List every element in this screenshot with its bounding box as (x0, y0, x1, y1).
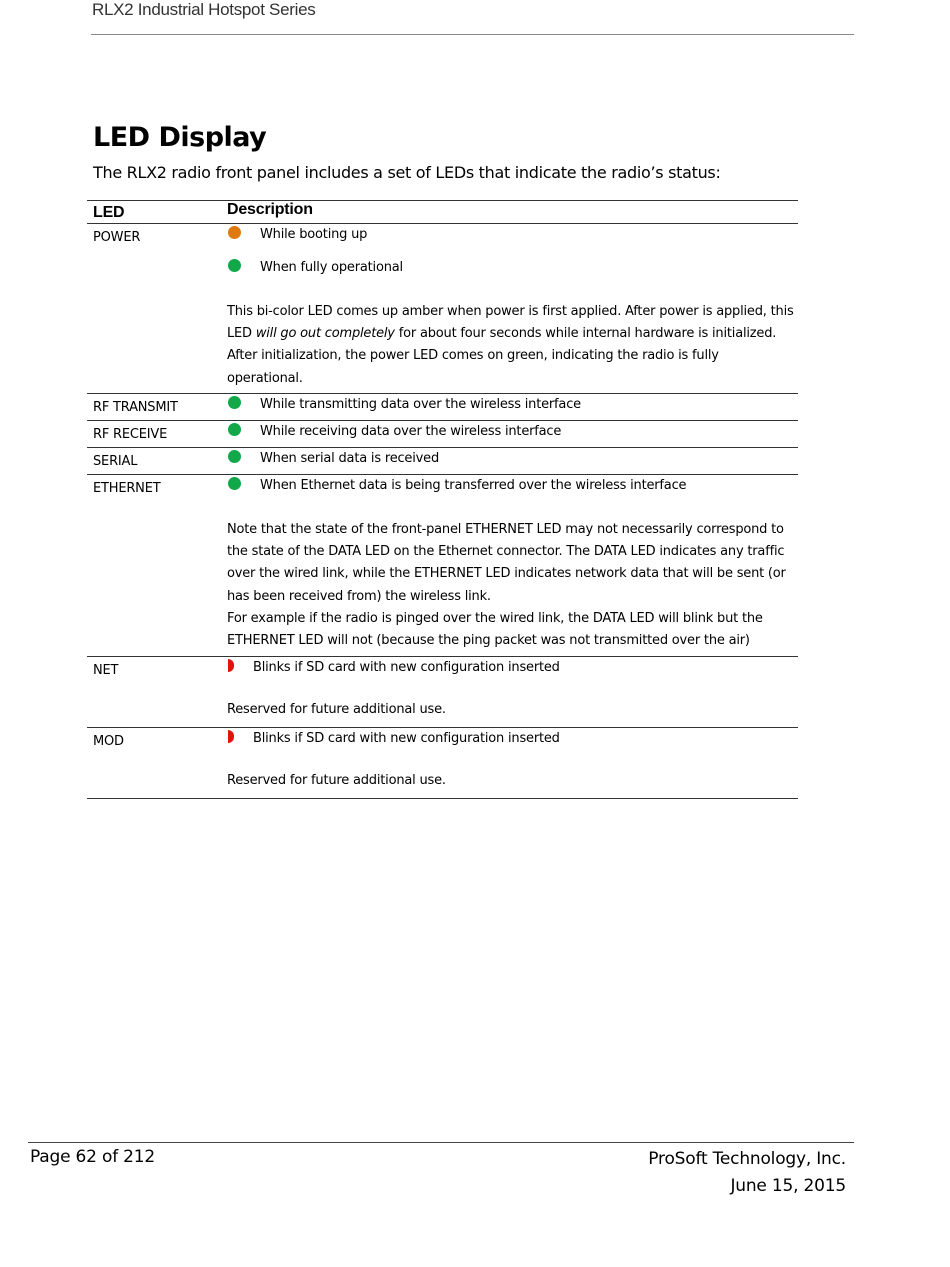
green-led-icon (228, 477, 241, 490)
led-name: NET (93, 663, 119, 678)
green-led-icon (228, 396, 241, 409)
table-row-mod (87, 728, 798, 799)
led-name: ETHERNET (93, 481, 161, 496)
intro-text: The RLX2 radio front panel includes a set of LEDs that indicate the radio’s status: (93, 163, 721, 182)
paragraph-text: This bi-color LED comes up amber when power is first applied. After power is applied, this LED (227, 304, 794, 342)
header-rule (91, 34, 854, 35)
column-header-led: LED (93, 204, 125, 221)
footer-rule (28, 1142, 854, 1143)
column-header-description: Description (227, 201, 313, 218)
bullet-line (227, 477, 798, 495)
section-title: LED Display (93, 122, 267, 153)
table-row-net (87, 657, 798, 728)
table-row-rf-transmit (87, 394, 798, 421)
bullet-line (227, 259, 798, 277)
led-name: MOD (93, 734, 124, 749)
description-paragraph: Note that the state of the front-panel ETHERNET LED may not necessarily correspond to the state of the DATA LED on the Ethernet connector. The DATA LED indicates any traffic over the wired link, while the ETHERNET LED indicates network data that will be sent (or has been received from) the wireless link. (227, 522, 786, 604)
table-row-rf-receive (87, 421, 798, 448)
bullet-line (227, 730, 798, 748)
bullet-text: When Ethernet data is being transferred over the wireless interface (260, 478, 687, 493)
red-blink-led-icon (228, 659, 234, 672)
green-led-icon (228, 450, 241, 463)
led-name: SERIAL (93, 454, 138, 469)
bullet-text: Blinks if SD card with new configuration inserted (253, 660, 560, 675)
bullet-line (227, 659, 798, 677)
led-table (87, 200, 798, 799)
table-row-ethernet (87, 475, 798, 657)
bullet-text: While transmitting data over the wireless interface (260, 397, 581, 412)
green-led-icon (228, 259, 241, 272)
running-header: RLX2 Industrial Hotspot Series (92, 0, 316, 19)
company-name: ProSoft Technology, Inc. (648, 1149, 846, 1169)
description-paragraph: Reserved for future additional use. (227, 702, 446, 717)
led-name: RF RECEIVE (93, 427, 168, 442)
bullet-line (227, 423, 798, 441)
bullet-text: Blinks if SD card with new configuration inserted (253, 731, 560, 746)
table-row-power (87, 224, 798, 394)
amber-led-icon (228, 226, 241, 239)
paragraph-text: for about four seconds while internal hardware is initialized. After initialization, the power LED comes on green, indicating the radio is fully operational. (227, 326, 777, 386)
green-led-icon (228, 423, 241, 436)
bullet-line (227, 226, 798, 244)
bullet-text: While receiving data over the wireless interface (260, 424, 562, 439)
led-name: RF TRANSMIT (93, 400, 178, 415)
bullet-line (227, 450, 798, 468)
red-blink-led-icon (228, 730, 234, 743)
bullet-text: When fully operational (260, 260, 403, 275)
bullet-text: While booting up (260, 227, 368, 242)
publication-date: June 15, 2015 (730, 1176, 846, 1196)
page-number: Page 62 of 212 (30, 1147, 156, 1167)
table-row-serial (87, 448, 798, 475)
footer-right (648, 1146, 846, 1200)
paragraph-emphasis: will go out completely (255, 326, 395, 342)
table-header-row (87, 200, 798, 224)
bullet-text: When serial data is received (260, 451, 439, 466)
led-name: POWER (93, 230, 141, 245)
description-paragraph: For example if the radio is pinged over the wired link, the DATA LED will blink but the ETHERNET LED will not (because the ping packet was not transmitted over the air) (227, 610, 763, 649)
description-paragraph (227, 301, 798, 390)
bullet-line (227, 396, 798, 414)
description-paragraph: Reserved for future additional use. (227, 773, 446, 788)
